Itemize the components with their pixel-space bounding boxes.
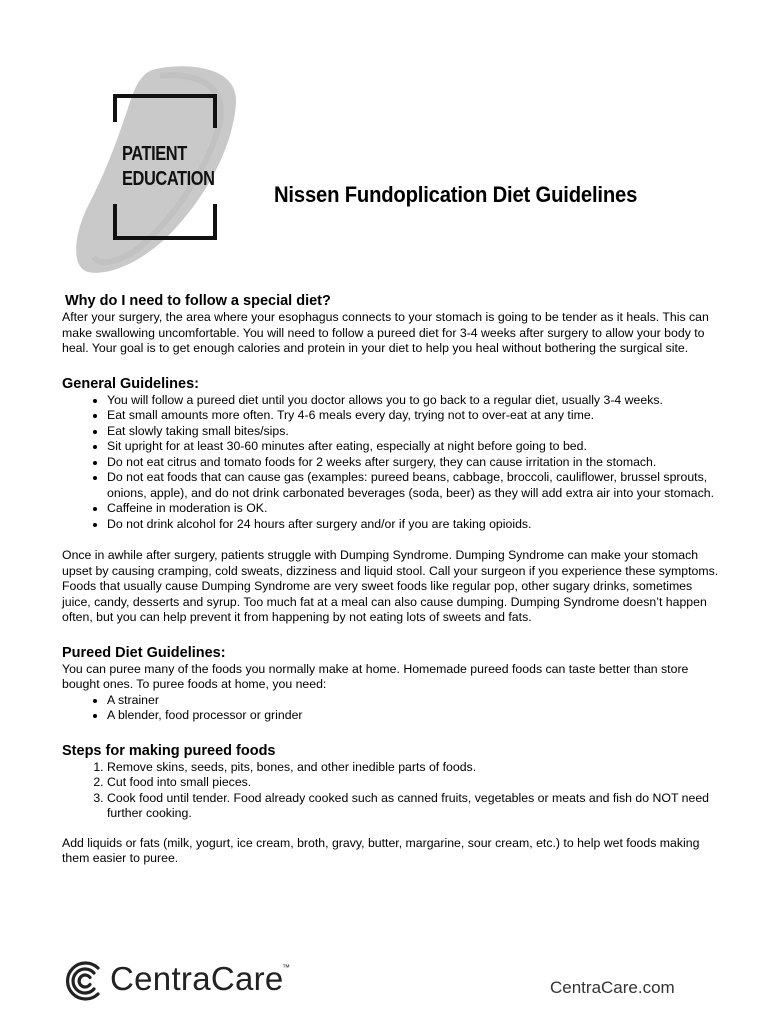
list-item: • You will follow a pureed diet until you doctor allows you to go back to a regular diet, usually 3-4 weeks. xyxy=(107,393,722,409)
liquids-paragraph: Add liquids or fats (milk, yogurt, ice cream, broth, gravy, butter, margarine, sour cream, etc.) to help wet foods making them easier to puree. xyxy=(62,835,700,865)
list-item: 2. Cut food into small pieces. xyxy=(107,775,722,791)
pureed-guidelines-heading: Pureed Diet Guidelines: xyxy=(62,644,226,661)
list-item: • Do not eat citrus and tomato foods for 2 weeks after surgery, they can cause irritation in the stomach. xyxy=(107,455,722,471)
website-link[interactable]: CentraCare.com xyxy=(550,978,675,997)
list-item: • Do not eat foods that can cause gas (examples: pureed beans, cabbage, broccoli, cauliflower, brussel sprouts, onions, apple), and do not drink carbonated beverages (soda, beer) as they will add extra air into your stomach. xyxy=(107,470,722,501)
patient-education-badge xyxy=(60,62,250,277)
list-item: • Do not drink alcohol for 24 hours after surgery and/or if you are taking opioids. xyxy=(107,517,722,533)
badge-line-1: PATIENT xyxy=(122,143,187,165)
list-item: • A strainer xyxy=(107,693,722,709)
steps-list xyxy=(62,760,722,822)
pureed-paragraph: You can puree many of the foods you normally make at home. Homemade pureed foods can taste better than store bought ones. To puree foods at home, you need: xyxy=(62,661,689,691)
list-item: • Eat slowly taking small bites/sips. xyxy=(107,424,722,440)
trademark-symbol: ™ xyxy=(282,963,290,972)
list-item: • A blender, food processor or grinder xyxy=(107,708,722,724)
centracare-logo xyxy=(60,958,300,1004)
pureed-tools-list xyxy=(62,693,722,724)
badge-text xyxy=(122,142,215,192)
list-item: • Caffeine in moderation is OK. xyxy=(107,501,722,517)
list-item: • Sit upright for at least 30-60 minutes after eating, especially at night before going to bed. xyxy=(107,439,722,455)
brand-name: CentraCare xyxy=(110,960,284,997)
dumping-syndrome-paragraph: Once in awhile after surgery, patients struggle with Dumping Syndrome. Dumping Syndrome can make your stomach upset by causing cramping, cold sweats, dizziness and liquid stool. Call your surgeon if you experience these symptoms. Foods that usually cause Dumping Syndrome are very sweet foods like regular pop, other sugary drinks, sometimes juice, candy, desserts and syrup. Too much fat at a meal can also cause dumping. Dumping Syndrome doesn’t happen often, but you can help prevent it from happening by not eating lots of sweets and fats. xyxy=(62,548,719,624)
steps-heading: Steps for making pureed foods xyxy=(62,742,276,759)
general-guidelines-heading: General Guidelines: xyxy=(62,375,199,392)
centracare-mark-icon xyxy=(60,958,106,1004)
why-heading: Why do I need to follow a special diet? xyxy=(65,293,331,309)
document-body xyxy=(62,292,722,867)
general-guidelines-list xyxy=(62,393,722,533)
list-item: 1. Remove skins, seeds, pits, bones, and other inedible parts of foods. xyxy=(107,760,722,776)
badge-line-2: EDUCATION xyxy=(122,168,215,190)
list-item: 3. Cook food until tender. Food already cooked such as canned fruits, vegetables or meats and fish do NOT need further cooking. xyxy=(107,791,722,822)
document-title: Nissen Fundoplication Diet Guidelines xyxy=(274,182,638,207)
why-paragraph: After your surgery, the area where your esophagus connects to your stomach is going to be tender as it heals. This can make swallowing uncomfortable. You will need to follow a pureed diet for 3-4 weeks after surgery to allow your body to heal. Your goal is to get enough calories and protein in your diet to help you heal without bothering the surgical site. xyxy=(62,310,709,355)
list-item: • Eat small amounts more often. Try 4-6 meals every day, trying not to over-eat at any time. xyxy=(107,408,722,424)
